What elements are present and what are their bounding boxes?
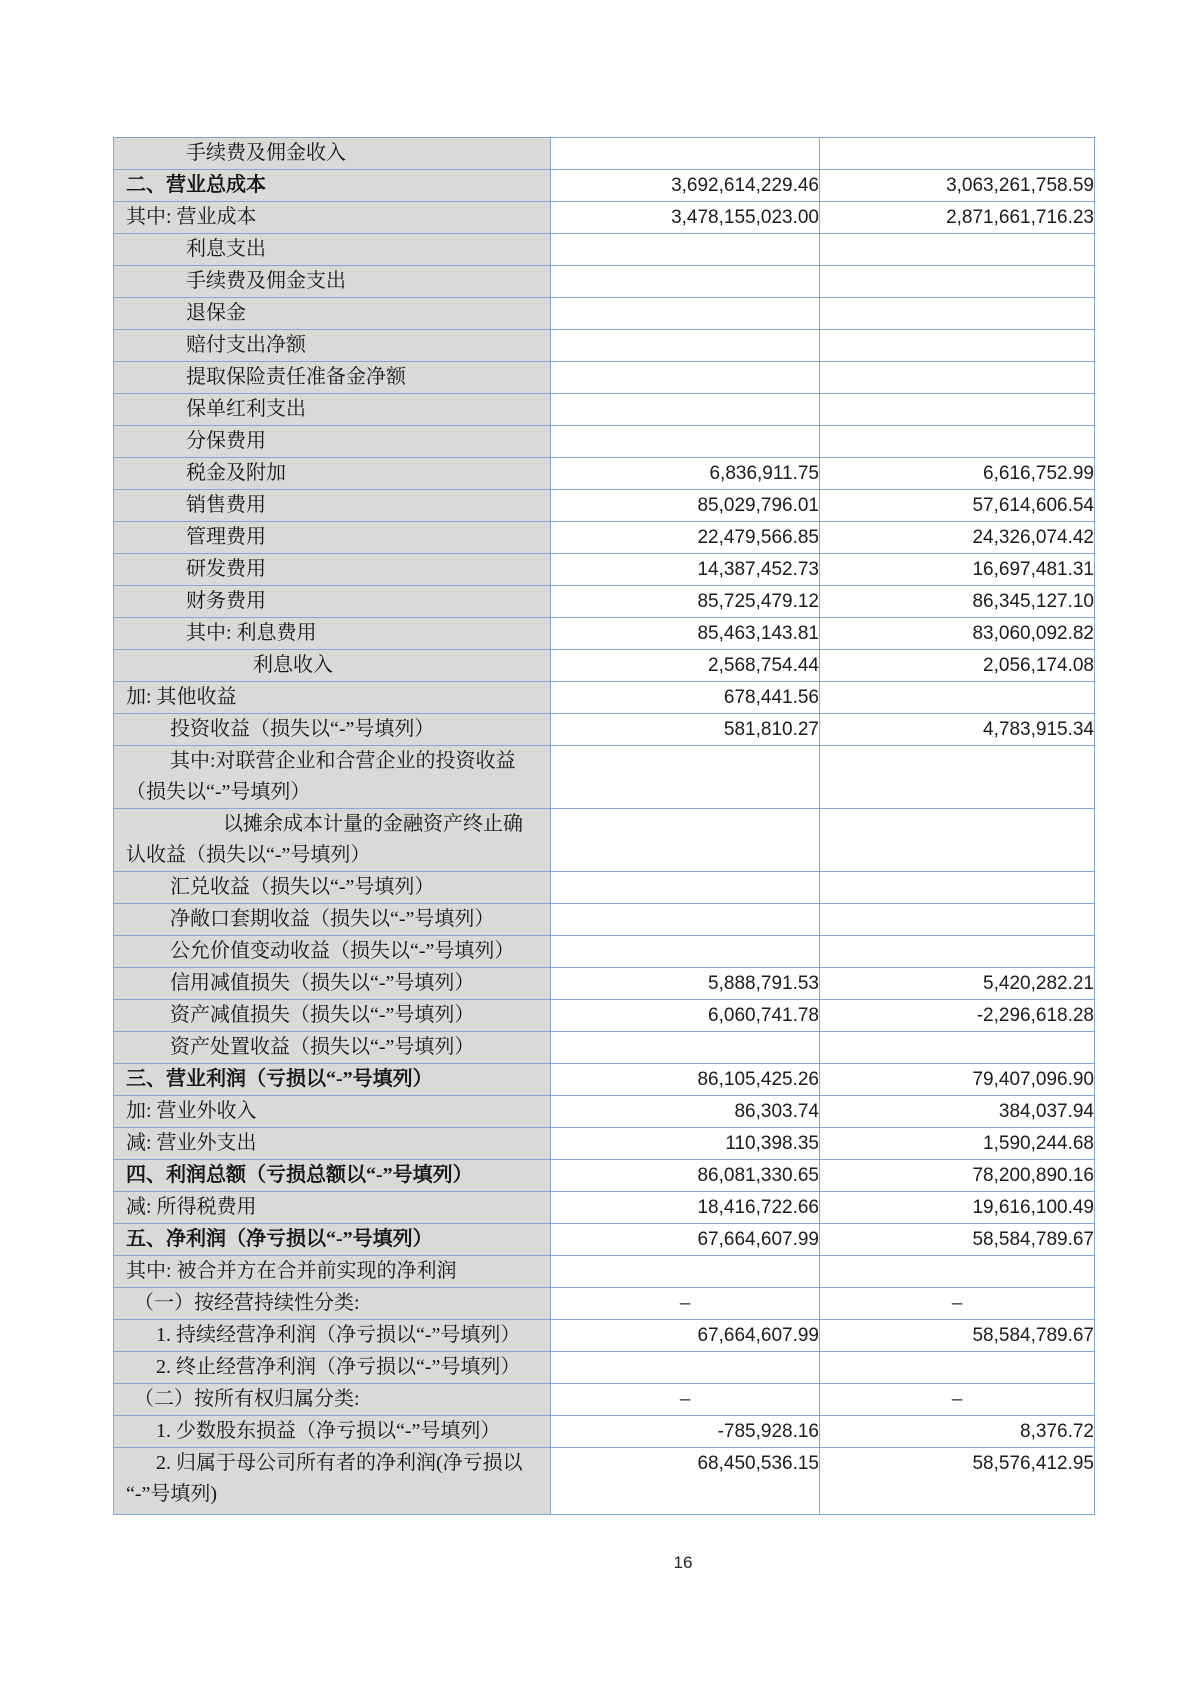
page-number: 16 bbox=[673, 1553, 693, 1572]
row-value-col1: 110,398.35 bbox=[551, 1128, 820, 1160]
row-value-col1: 18,416,722.66 bbox=[551, 1192, 820, 1224]
income-statement-body bbox=[114, 138, 1095, 1515]
row-label-cell: 净敞口套期收益（损失以“-”号填列） bbox=[114, 904, 551, 936]
table-row bbox=[114, 170, 1095, 202]
table-row bbox=[114, 1128, 1095, 1160]
row-value-col1: 85,725,479.12 bbox=[551, 586, 820, 618]
row-value-col1 bbox=[551, 746, 820, 809]
row-value-col1 bbox=[551, 1352, 820, 1384]
row-label-cell: 退保金 bbox=[114, 298, 551, 330]
row-value-col2 bbox=[820, 138, 1095, 170]
row-value-col2: – bbox=[820, 1384, 1095, 1416]
row-value-col2: 5,420,282.21 bbox=[820, 968, 1095, 1000]
row-label-cell: 销售费用 bbox=[114, 490, 551, 522]
table-row bbox=[114, 522, 1095, 554]
row-value-col2: 58,584,789.67 bbox=[820, 1320, 1095, 1352]
row-value-col2: -2,296,618.28 bbox=[820, 1000, 1095, 1032]
row-value-col1 bbox=[551, 904, 820, 936]
table-row bbox=[114, 650, 1095, 682]
table-row bbox=[114, 202, 1095, 234]
row-value-col2 bbox=[820, 234, 1095, 266]
row-value-col2: 2,056,174.08 bbox=[820, 650, 1095, 682]
table-row bbox=[114, 138, 1095, 170]
table-row bbox=[114, 872, 1095, 904]
row-label-cell: 税金及附加 bbox=[114, 458, 551, 490]
table-row bbox=[114, 1160, 1095, 1192]
row-label-cell: 减: 所得税费用 bbox=[114, 1192, 551, 1224]
row-value-col2: 4,783,915.34 bbox=[820, 714, 1095, 746]
table-row bbox=[114, 904, 1095, 936]
row-label-cell: 投资收益（损失以“-”号填列） bbox=[114, 714, 551, 746]
table-row bbox=[114, 458, 1095, 490]
row-value-col2: 57,614,606.54 bbox=[820, 490, 1095, 522]
row-label-cell: 三、营业利润（亏损以“-”号填列） bbox=[114, 1064, 551, 1096]
row-value-col1 bbox=[551, 936, 820, 968]
table-row bbox=[114, 1416, 1095, 1448]
row-value-col1: 581,810.27 bbox=[551, 714, 820, 746]
row-value-col2: 8,376.72 bbox=[820, 1416, 1095, 1448]
row-value-col1: 6,836,911.75 bbox=[551, 458, 820, 490]
row-label-cell: 2. 归属于母公司所有者的净利润(净亏损以 “-”号填列) bbox=[114, 1448, 551, 1515]
row-value-col2 bbox=[820, 872, 1095, 904]
row-value-col2: 16,697,481.31 bbox=[820, 554, 1095, 586]
row-label-cell: 赔付支出净额 bbox=[114, 330, 551, 362]
row-value-col1: 3,478,155,023.00 bbox=[551, 202, 820, 234]
table-row bbox=[114, 234, 1095, 266]
row-label-cell: 二、营业总成本 bbox=[114, 170, 551, 202]
row-value-col2: 1,590,244.68 bbox=[820, 1128, 1095, 1160]
row-value-col2 bbox=[820, 904, 1095, 936]
row-value-col2 bbox=[820, 682, 1095, 714]
row-label-cell: 利息支出 bbox=[114, 234, 551, 266]
row-value-col2 bbox=[820, 1256, 1095, 1288]
table-row bbox=[114, 682, 1095, 714]
table-row bbox=[114, 936, 1095, 968]
row-label-cell: 2. 终止经营净利润（净亏损以“-”号填列） bbox=[114, 1352, 551, 1384]
row-value-col1: – bbox=[551, 1384, 820, 1416]
table-row bbox=[114, 1096, 1095, 1128]
row-value-col2 bbox=[820, 1032, 1095, 1064]
row-value-col2 bbox=[820, 936, 1095, 968]
row-label-cell: 1. 少数股东损益（净亏损以“-”号填列） bbox=[114, 1416, 551, 1448]
table-row bbox=[114, 554, 1095, 586]
row-value-col1 bbox=[551, 266, 820, 298]
row-value-col2 bbox=[820, 809, 1095, 872]
row-value-col2: 58,584,789.67 bbox=[820, 1224, 1095, 1256]
row-value-col1: 3,692,614,229.46 bbox=[551, 170, 820, 202]
row-value-col1: 85,029,796.01 bbox=[551, 490, 820, 522]
table-row bbox=[114, 1032, 1095, 1064]
table-row bbox=[114, 618, 1095, 650]
row-value-col1 bbox=[551, 809, 820, 872]
table-row bbox=[114, 1448, 1095, 1515]
table-row bbox=[114, 1384, 1095, 1416]
row-value-col1 bbox=[551, 138, 820, 170]
row-value-col1 bbox=[551, 1256, 820, 1288]
table-row bbox=[114, 968, 1095, 1000]
row-value-col2 bbox=[820, 746, 1095, 809]
row-value-col1: 68,450,536.15 bbox=[551, 1448, 820, 1515]
table-row bbox=[114, 1000, 1095, 1032]
row-label-cell: （一）按经营持续性分类: bbox=[114, 1288, 551, 1320]
row-label-cell: 财务费用 bbox=[114, 586, 551, 618]
row-value-col2 bbox=[820, 362, 1095, 394]
table-row bbox=[114, 266, 1095, 298]
row-label-cell: 研发费用 bbox=[114, 554, 551, 586]
table-row bbox=[114, 1352, 1095, 1384]
row-label-cell: 信用减值损失（损失以“-”号填列） bbox=[114, 968, 551, 1000]
row-label-cell: 分保费用 bbox=[114, 426, 551, 458]
row-value-col1: 67,664,607.99 bbox=[551, 1320, 820, 1352]
row-label-cell: 其中:对联营企业和合营企业的投资收益 （损失以“-”号填列） bbox=[114, 746, 551, 809]
row-label-cell: 四、利润总额（亏损总额以“-”号填列） bbox=[114, 1160, 551, 1192]
row-value-col2: 19,616,100.49 bbox=[820, 1192, 1095, 1224]
row-value-col2 bbox=[820, 426, 1095, 458]
row-label-cell: 保单红利支出 bbox=[114, 394, 551, 426]
row-value-col2: 58,576,412.95 bbox=[820, 1448, 1095, 1515]
row-label-cell: 1. 持续经营净利润（净亏损以“-”号填列） bbox=[114, 1320, 551, 1352]
table-row bbox=[114, 714, 1095, 746]
row-label-cell: （二）按所有权归属分类: bbox=[114, 1384, 551, 1416]
table-row bbox=[114, 490, 1095, 522]
row-value-col1: 67,664,607.99 bbox=[551, 1224, 820, 1256]
row-value-col2 bbox=[820, 330, 1095, 362]
row-value-col1: -785,928.16 bbox=[551, 1416, 820, 1448]
table-row bbox=[114, 1064, 1095, 1096]
row-value-col2: 2,871,661,716.23 bbox=[820, 202, 1095, 234]
row-value-col1 bbox=[551, 298, 820, 330]
row-label-cell: 其中: 营业成本 bbox=[114, 202, 551, 234]
row-value-col1: 86,303.74 bbox=[551, 1096, 820, 1128]
table-row bbox=[114, 426, 1095, 458]
income-statement-table bbox=[113, 137, 1095, 1515]
row-value-col1 bbox=[551, 426, 820, 458]
row-value-col2: 86,345,127.10 bbox=[820, 586, 1095, 618]
table-row bbox=[114, 1224, 1095, 1256]
row-value-col2: 83,060,092.82 bbox=[820, 618, 1095, 650]
table-row bbox=[114, 809, 1095, 872]
row-value-col1 bbox=[551, 330, 820, 362]
row-value-col1: – bbox=[551, 1288, 820, 1320]
row-value-col1 bbox=[551, 362, 820, 394]
row-value-col1: 85,463,143.81 bbox=[551, 618, 820, 650]
row-value-col2: – bbox=[820, 1288, 1095, 1320]
row-value-col1 bbox=[551, 394, 820, 426]
row-value-col1: 2,568,754.44 bbox=[551, 650, 820, 682]
row-value-col2: 3,063,261,758.59 bbox=[820, 170, 1095, 202]
table-row bbox=[114, 394, 1095, 426]
row-label-cell: 以摊余成本计量的金融资产终止确 认收益（损失以“-”号填列） bbox=[114, 809, 551, 872]
table-row bbox=[114, 586, 1095, 618]
row-label-cell: 提取保险责任准备金净额 bbox=[114, 362, 551, 394]
row-value-col1 bbox=[551, 872, 820, 904]
table-row bbox=[114, 362, 1095, 394]
row-value-col2 bbox=[820, 394, 1095, 426]
table-row bbox=[114, 330, 1095, 362]
row-value-col1: 6,060,741.78 bbox=[551, 1000, 820, 1032]
row-value-col2: 78,200,890.16 bbox=[820, 1160, 1095, 1192]
row-value-col2 bbox=[820, 298, 1095, 330]
table-row bbox=[114, 1320, 1095, 1352]
row-label-cell: 手续费及佣金收入 bbox=[114, 138, 551, 170]
row-label-cell: 管理费用 bbox=[114, 522, 551, 554]
row-value-col2 bbox=[820, 1352, 1095, 1384]
row-value-col2 bbox=[820, 266, 1095, 298]
row-value-col1: 678,441.56 bbox=[551, 682, 820, 714]
row-label-cell: 手续费及佣金支出 bbox=[114, 266, 551, 298]
row-value-col2: 6,616,752.99 bbox=[820, 458, 1095, 490]
row-value-col1: 86,105,425.26 bbox=[551, 1064, 820, 1096]
row-label-cell: 其中: 被合并方在合并前实现的净利润 bbox=[114, 1256, 551, 1288]
table-row bbox=[114, 1288, 1095, 1320]
row-value-col1: 22,479,566.85 bbox=[551, 522, 820, 554]
row-label-cell: 汇兑收益（损失以“-”号填列） bbox=[114, 872, 551, 904]
table-row bbox=[114, 746, 1095, 809]
row-value-col2: 24,326,074.42 bbox=[820, 522, 1095, 554]
row-label-cell: 加: 营业外收入 bbox=[114, 1096, 551, 1128]
row-value-col1: 86,081,330.65 bbox=[551, 1160, 820, 1192]
row-label-cell: 五、净利润（净亏损以“-”号填列） bbox=[114, 1224, 551, 1256]
row-label-cell: 公允价值变动收益（损失以“-”号填列） bbox=[114, 936, 551, 968]
table-row bbox=[114, 1192, 1095, 1224]
row-label-cell: 减: 营业外支出 bbox=[114, 1128, 551, 1160]
row-value-col1 bbox=[551, 234, 820, 266]
table-row bbox=[114, 1256, 1095, 1288]
row-label-cell: 利息收入 bbox=[114, 650, 551, 682]
row-value-col2: 384,037.94 bbox=[820, 1096, 1095, 1128]
row-label-cell: 资产处置收益（损失以“-”号填列） bbox=[114, 1032, 551, 1064]
row-label-cell: 其中: 利息费用 bbox=[114, 618, 551, 650]
row-value-col1 bbox=[551, 1032, 820, 1064]
table-row bbox=[114, 298, 1095, 330]
row-value-col2: 79,407,096.90 bbox=[820, 1064, 1095, 1096]
row-label-cell: 加: 其他收益 bbox=[114, 682, 551, 714]
row-value-col1: 5,888,791.53 bbox=[551, 968, 820, 1000]
row-label-cell: 资产减值损失（损失以“-”号填列） bbox=[114, 1000, 551, 1032]
row-value-col1: 14,387,452.73 bbox=[551, 554, 820, 586]
